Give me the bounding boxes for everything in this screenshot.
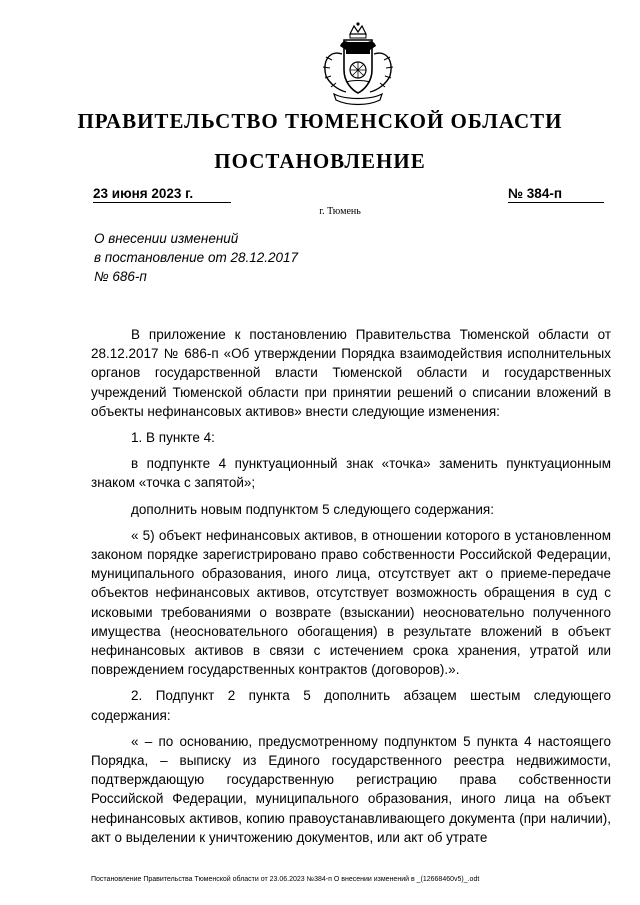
- body-paragraph: 1. В пункте 4:: [131, 430, 215, 446]
- subject-line: О внесении изменений: [94, 231, 239, 246]
- government-name: ПРАВИТЕЛЬСТВО ТЮМЕНСКОЙ ОБЛАСТИ: [77, 109, 563, 133]
- document-footer: Постановление Правительства Тюменской области от 23.06.2023 №384-п О внесении изменений в _(12668460v5)_.odt: [91, 876, 480, 883]
- subject-line: № 686-п: [94, 269, 147, 284]
- document-date: 23 июня 2023 г.: [93, 186, 231, 203]
- body-paragraph: « – по основанию, предусмотренному подпунктом 5 пункта 4 настоящего Порядка, – выписку из Единого государственного реестра недвижимости, подтверждающую государственную регистрацию права собственности Российской Федерации, муниципального образования, иного лица на объект нефинансовых активов, копию правоустанавливающего документа (при наличии), акт о выделении к уничтожению документов, или акт об утрате: [91, 733, 611, 845]
- body-paragraph: В приложение к постановлению Правительства Тюменской области от 28.12.2017 № 686-п «Об утверждении Порядка взаимодействия исполнительных органов государственной власти Тюменской области и государственных учреждений Тюменской области при принятии решений о списании вложений в объекты нефинансовых активов» внести следующие изменения:: [91, 327, 611, 419]
- subject-line: в постановление от 28.12.2017: [94, 250, 299, 265]
- body-paragraph: 2. Подпункт 2 пункта 5 дополнить абзацем шестым следующего содержания:: [91, 688, 611, 723]
- coat-of-arms-icon: [312, 20, 404, 108]
- document-body: [91, 325, 611, 854]
- body-paragraph: дополнить новым подпунктом 5 следующего содержания:: [131, 501, 494, 517]
- document-subject: [94, 229, 394, 286]
- document-number: № 384-п: [508, 186, 604, 203]
- document-type: ПОСТАНОВЛЕНИЕ: [214, 149, 426, 173]
- body-paragraph: « 5) объект нефинансовых активов, в отношении которого в установленном законом порядке зарегистрировано право собственности Российской Федерации, муниципального образования, иного лица, отсутствует акт о приеме-передаче объектов нефинансовых активов, отсутствует возможность обращения в суд с исковыми требованиями о возврате (взыскании) неосновательно полученного имущества (неосновательного обогащения) в результате вложений в объект нефинансовых активов в связи с истечением срока хранения, утратой или повреждением государственных контрактов (договоров).».: [91, 527, 611, 678]
- body-paragraph: в подпункте 4 пунктуационный знак «точка» заменить пунктуационным знаком «точка с запятой»;: [91, 456, 611, 491]
- document-city: г. Тюмень: [319, 206, 361, 217]
